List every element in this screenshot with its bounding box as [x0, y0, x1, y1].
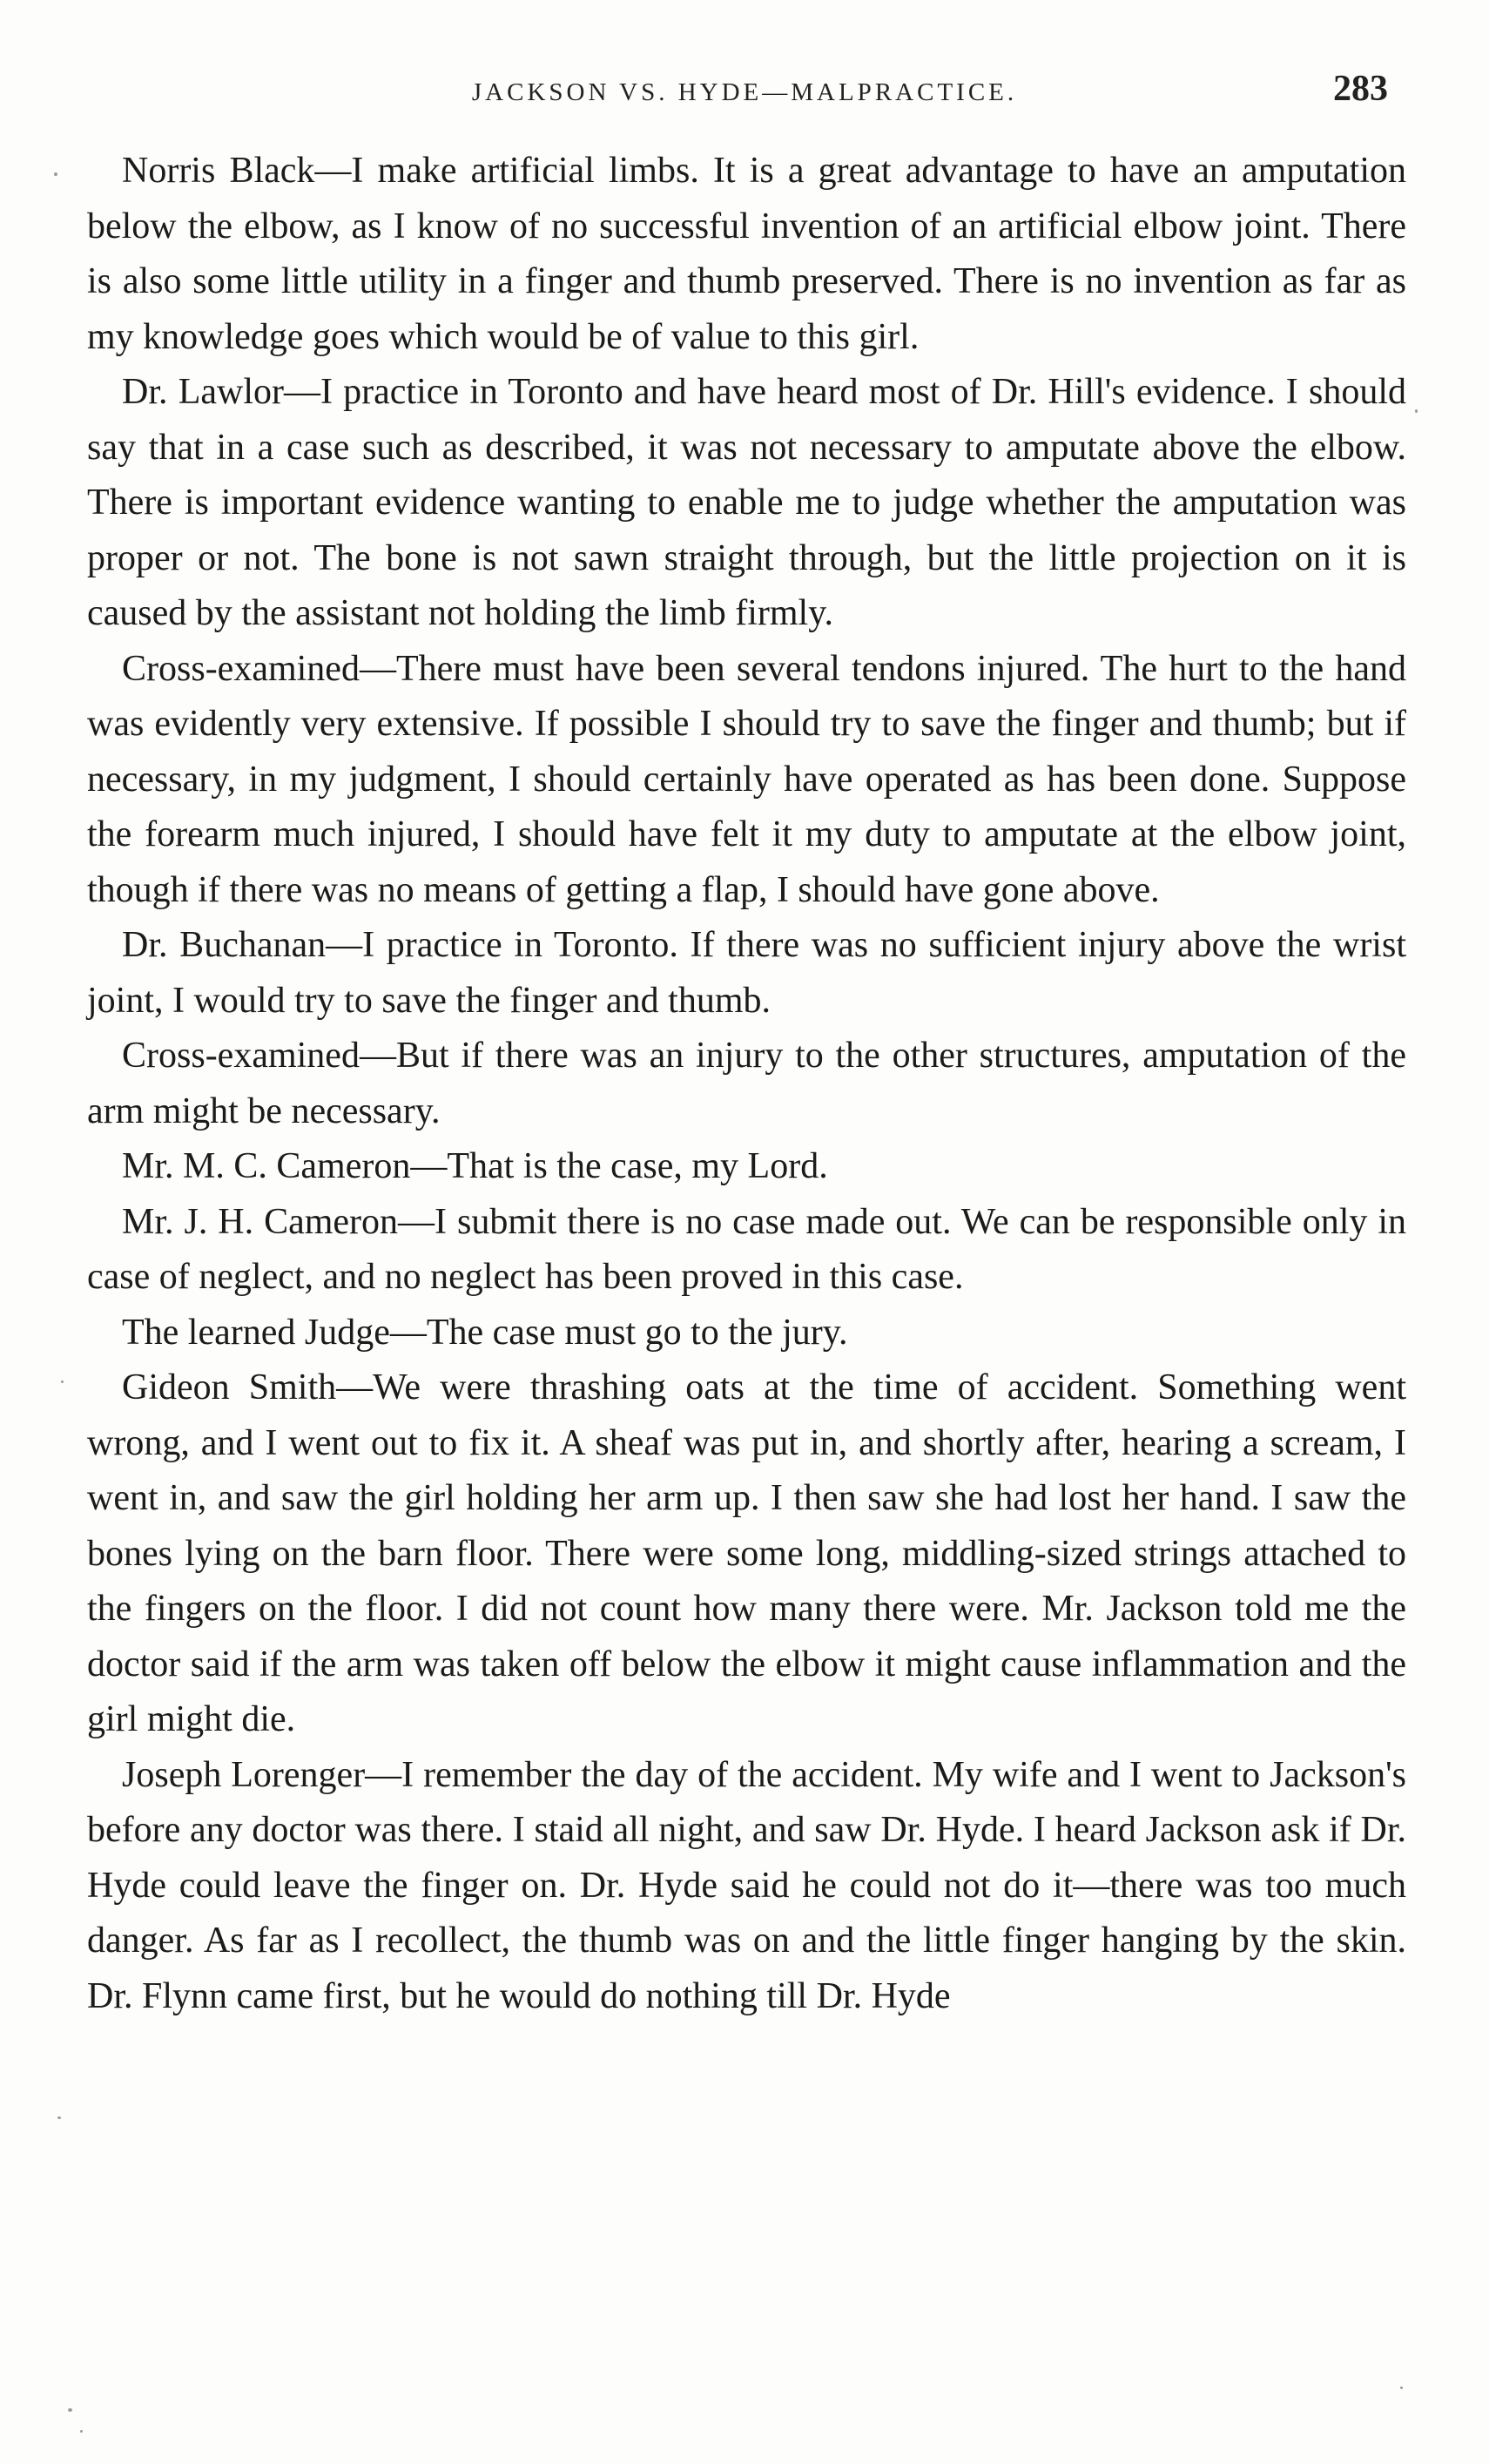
- scan-speck: [54, 172, 57, 176]
- scan-speck: [57, 2116, 61, 2119]
- scan-speck: [80, 2430, 83, 2433]
- running-title: JACKSON VS. HYDE—MALPRACTICE.: [471, 78, 1018, 106]
- paragraph-joseph-lorenger: Joseph Lorenger—I remember the day of the accident. My wife and I went to Jackson's before any doctor was there. I staid all night, and saw Dr. Hyde. I heard Jackson ask if Dr. Hyde could leave the finger on. Dr. Hyde said he could not do it—there was too much danger. As far as I recollect, the thumb was on and the little finger hanging by the skin. Dr. Flynn came first, but he would do nothing till Dr. Hyde: [87, 1754, 1406, 2016]
- paragraph-m-c-cameron: Mr. M. C. Cameron—That is the case, my Lord.: [122, 1146, 828, 1186]
- paragraph-buchanan-cross-examined: Cross-examined—But if there was an injury to the other structures, amputation of the arm might be necessary.: [87, 1036, 1406, 1131]
- scan-speck: [1415, 409, 1418, 413]
- paragraph-learned-judge: The learned Judge—The case must go to the jury.: [122, 1312, 848, 1353]
- running-head: [87, 63, 1402, 124]
- scan-speck: [61, 1381, 64, 1383]
- page-number: 283: [1333, 69, 1388, 109]
- paragraph-norris-black: Norris Black—I make artificial limbs. It is a great advantage to have an amputation below the elbow, as I know of no successful invention of an artificial elbow joint. There is also some little utility in a finger and thumb preserved. There is no invention as far as my knowledge goes which would be of value to this girl.: [87, 151, 1406, 357]
- paragraph-dr-buchanan: Dr. Buchanan—I practice in Toronto. If there was no sufficient injury above the wrist joint, I would try to save the finger and thumb.: [87, 925, 1406, 1021]
- scan-speck: [1400, 2386, 1403, 2389]
- paragraph-dr-lawlor: Dr. Lawlor—I practice in Toronto and have heard most of Dr. Hill's evidence. I should say that in a case such as described, it was not necessary to amputate above the elbow. There is important evidence wanting to enable me to judge whether the amputation was proper or not. The bone is not sawn straight through, but the little projection on it is caused by the assistant not holding the limb firmly.: [87, 372, 1406, 633]
- body-text: [87, 144, 1406, 2024]
- paragraph-gideon-smith: Gideon Smith—We were thrashing oats at the time of accident. Something went wrong, and I went out to fix it. A sheaf was put in, and shortly after, hearing a scream, I went in, and saw the girl holding her arm up. I then saw she had lost her hand. I saw the bones lying on the barn floor. There were some long, middling-sized strings attached to the fingers on the floor. I did not count how many there were. Mr. Jackson told me the doctor said if the arm was taken off below the elbow it might cause inflammation and the girl might die.: [87, 1367, 1406, 1739]
- scan-speck: [68, 2408, 72, 2412]
- paragraph-lawlor-cross-examined: Cross-examined—There must have been several tendons injured. The hurt to the hand was evidently very extensive. If possible I should try to save the finger and thumb; but if necessary, in my judgment, I should certainly have operated as has been done. Suppose the forearm much injured, I should have felt it my duty to amputate at the elbow joint, though if there was no means of getting a flap, I should have gone above.: [87, 648, 1406, 910]
- paragraph-j-h-cameron: Mr. J. H. Cameron—I submit there is no case made out. We can be responsible only in case of neglect, and no neglect has been proved in this case.: [87, 1201, 1406, 1297]
